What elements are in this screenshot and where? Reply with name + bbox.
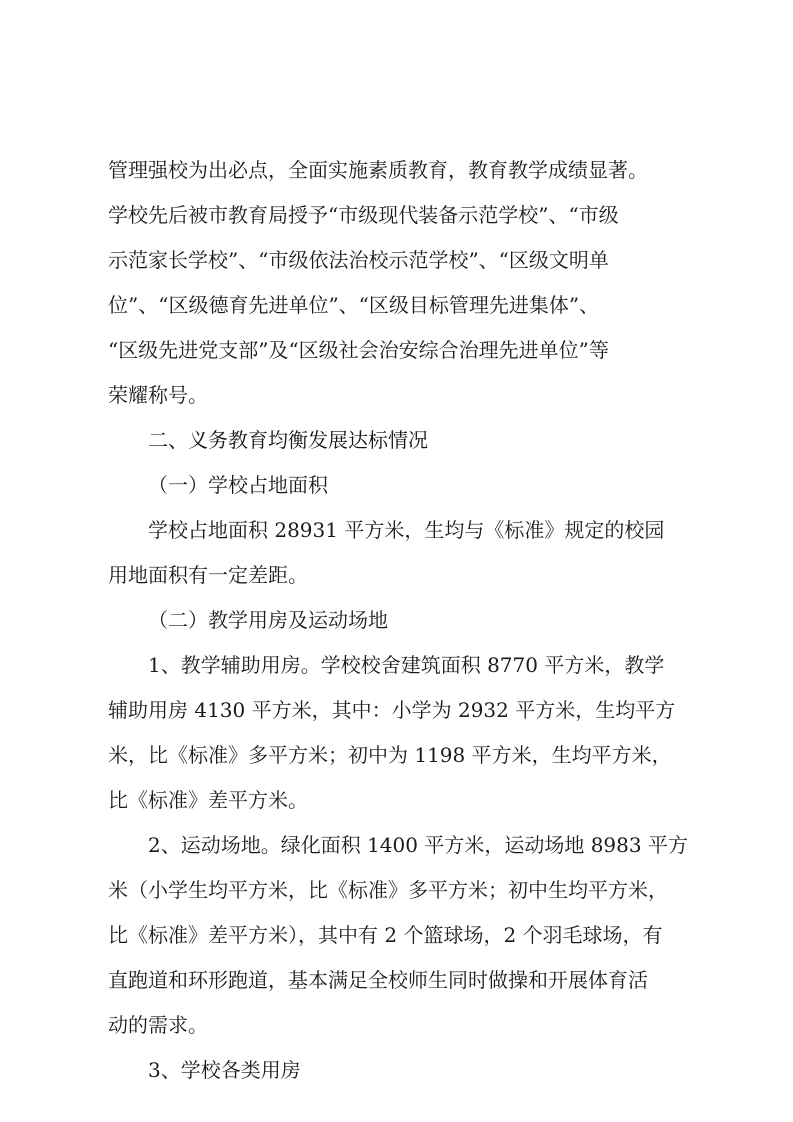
text-line: 1、教学辅助用房。学校校舍建筑面积 8770 平方米，教学: [148, 653, 665, 677]
text-line: 动的需求。: [108, 1013, 208, 1037]
subsection-heading: （二）教学用房及运动场地: [148, 608, 388, 632]
text-line: 位”、“区级德育先进单位”、“区级目标管理先进集体”、: [108, 293, 600, 317]
text-line: 比《标准》差平方米），其中有 2 个篮球场，2 个羽毛球场，有: [108, 923, 663, 947]
section-heading: 二、义务教育均衡发展达标情况: [148, 428, 428, 452]
text-line: 米（小学生均平方米，比《标准》多平方米；初中生均平方米，: [108, 878, 668, 902]
text-line: 直跑道和环形跑道，基本满足全校师生同时做操和开展体育活: [108, 968, 648, 992]
text-line: 辅助用房 4130 平方米，其中：小学为 2932 平方米，生均平方: [108, 698, 676, 722]
text-line: 管理强校为出必点，全面实施素质教育，教育教学成绩显著。: [108, 158, 648, 182]
text-line: 荣耀称号。: [108, 383, 208, 407]
text-line: 3、学校各类用房: [148, 1058, 301, 1082]
text-line: 比《标准》差平方米。: [108, 788, 308, 812]
text-line: 米，比《标准》多平方米；初中为 1198 平方米，生均平方米，: [108, 743, 672, 767]
text-line: 用地面积有一定差距。: [108, 563, 308, 587]
text-line: “区级先进党支部”及“区级社会治安综合治理先进单位”等: [108, 338, 609, 362]
text-line: 示范家长学校”、“市级依法治校示范学校”、“区级文明单: [108, 248, 609, 272]
text-line: 学校先后被市教育局授予“市级现代装备示范学校”、“市级: [108, 203, 619, 227]
text-line: 学校占地面积 28931 平方米，生均与《标准》规定的校园: [148, 518, 665, 542]
subsection-heading: （一）学校占地面积: [148, 473, 328, 497]
text-line: 2、运动场地。绿化面积 1400 平方米，运动场地 8983 平方: [148, 833, 688, 857]
